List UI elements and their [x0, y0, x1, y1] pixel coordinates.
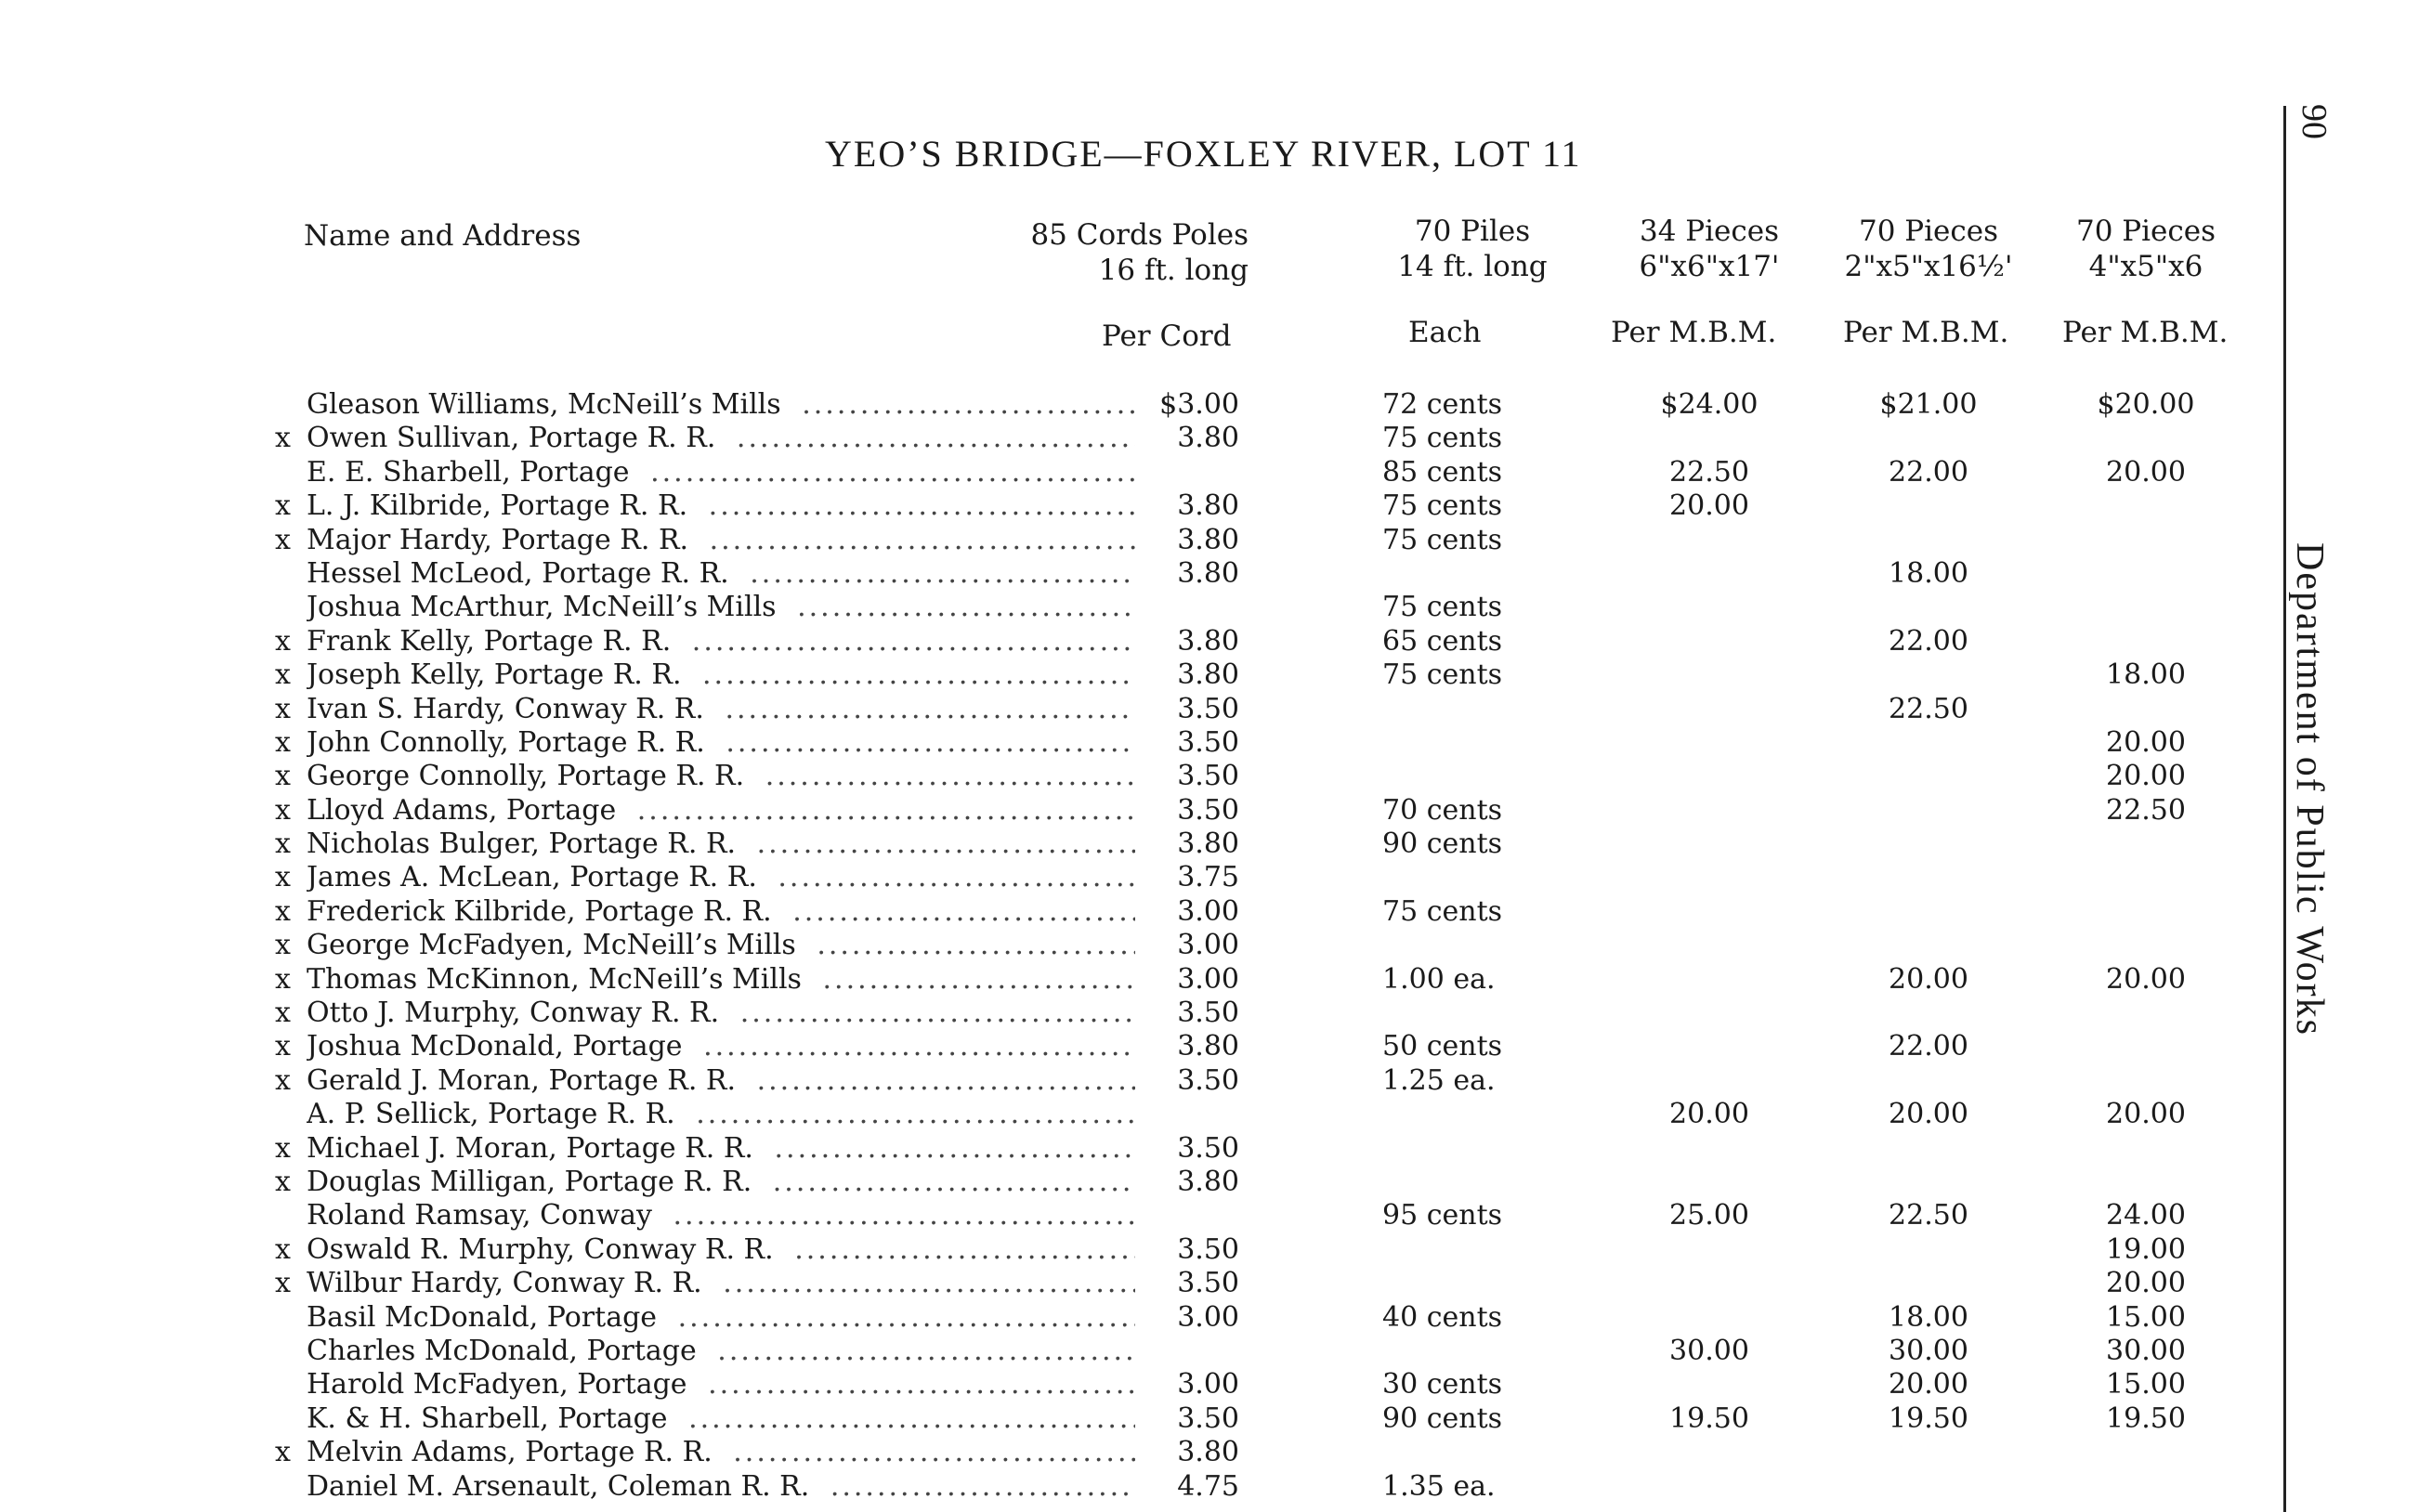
- row-name-text: Joshua McArthur, McNeill’s Mills: [307, 591, 786, 623]
- row-name: [307, 591, 1135, 624]
- row-price-70-pieces-a: 30.00: [1889, 1334, 1968, 1367]
- row-name: [307, 1199, 1135, 1232]
- row-name: [307, 1064, 1135, 1098]
- row-price-70-pieces-b: 18.00: [2106, 658, 2186, 692]
- row-name-text: Lloyd Adams, Portage: [307, 794, 625, 827]
- unit-per-mbm-70b: Per M.B.M.: [2062, 316, 2229, 349]
- column-header-pieces70b-line1: 70 Pieces: [2075, 215, 2216, 248]
- table-row: [0, 794, 2285, 828]
- row-name: [307, 1301, 1135, 1335]
- row-mark: x: [275, 962, 291, 996]
- row-price-70-pieces-b: 20.00: [2106, 1098, 2186, 1131]
- unit-per-mbm-70a: Per M.B.M.: [1843, 316, 2009, 349]
- row-mark: x: [275, 658, 291, 692]
- column-header-cords: [1022, 217, 1249, 288]
- row-name: [307, 794, 1135, 828]
- row-price-70-pieces-b: 19.00: [2106, 1232, 2186, 1266]
- column-header-pieces34: [1607, 214, 1811, 284]
- table-row: [0, 828, 2285, 861]
- column-header-cords-line1: 85 Cords Poles: [1030, 218, 1249, 252]
- row-price-70-pieces-a: 22.50: [1889, 1199, 1968, 1232]
- row-name-text: E. E. Sharbell, Portage: [307, 456, 639, 489]
- row-price-piles: 90 cents: [1382, 828, 1503, 861]
- row-price-per-cord: 3.50: [1177, 1232, 1239, 1266]
- row-mark: x: [275, 997, 291, 1030]
- margin-rule: [2283, 106, 2286, 1512]
- table-row: [0, 1233, 2285, 1267]
- table-row: [0, 997, 2285, 1030]
- table-row: [0, 760, 2285, 793]
- row-name-text: Thomas McKinnon, McNeill’s Mills: [307, 963, 811, 996]
- row-name: [307, 997, 1135, 1030]
- row-price-per-cord: 3.80: [1177, 556, 1239, 590]
- row-price-piles: 75 cents: [1382, 591, 1503, 624]
- row-name-text: Basil McDonald, Portage: [307, 1301, 666, 1334]
- row-name: [307, 963, 1135, 997]
- row-price-per-cord: 3.80: [1177, 658, 1239, 692]
- row-mark: x: [275, 894, 291, 928]
- row-name: [307, 658, 1135, 692]
- column-header-piles: [1358, 214, 1587, 284]
- row-name-text: Harold McFadyen, Portage: [307, 1368, 697, 1401]
- row-name-text: A. P. Sellick, Portage R. R.: [307, 1098, 685, 1130]
- row-price-piles: 30 cents: [1382, 1368, 1503, 1401]
- row-name: [307, 489, 1135, 523]
- row-name-text: Otto J. Murphy, Conway R. R.: [307, 997, 728, 1029]
- row-price-70-pieces-a: 18.00: [1889, 1300, 1968, 1334]
- row-price-70-pieces-b: 20.00: [2106, 962, 2186, 996]
- row-price-per-cord: 3.80: [1177, 489, 1239, 523]
- row-name-text: Joshua McDonald, Portage: [307, 1030, 692, 1062]
- table-row: [0, 1470, 2285, 1504]
- row-name: [307, 456, 1135, 489]
- row-name-text: Ivan S. Hardy, Conway R. R.: [307, 693, 713, 725]
- row-price-per-cord: 3.80: [1177, 1436, 1239, 1469]
- row-price-34-pieces: 20.00: [1669, 489, 1749, 523]
- table-row: [0, 1301, 2285, 1335]
- row-price-per-cord: 3.80: [1177, 1165, 1239, 1198]
- row-mark: x: [275, 1436, 291, 1469]
- row-name-text: Roland Ramsay, Conway: [307, 1199, 661, 1232]
- row-price-piles: 75 cents: [1382, 894, 1503, 928]
- row-name-text: Frederick Kilbride, Portage R. R.: [307, 895, 781, 928]
- page-number: 90: [2295, 104, 2334, 139]
- row-name-text: John Connolly, Portage R. R.: [307, 726, 714, 759]
- column-header-pieces70a-line1: 70 Pieces: [1858, 215, 1999, 248]
- row-price-per-cord: 3.75: [1177, 861, 1239, 894]
- column-header-pieces70b-line2: 4"x5"x6: [2088, 250, 2203, 283]
- table-row: [0, 1368, 2285, 1401]
- row-name: [307, 726, 1135, 760]
- row-price-34-pieces: 19.50: [1669, 1401, 1749, 1435]
- row-mark: x: [275, 624, 291, 658]
- column-header-pieces34-line2: 6"x6"x17': [1639, 250, 1780, 283]
- row-price-70-pieces-a: 22.00: [1889, 624, 1968, 658]
- row-price-70-pieces-a: $21.00: [1879, 388, 1978, 421]
- unit-per-mbm-34: Per M.B.M.: [1611, 316, 1777, 349]
- row-price-per-cord: 3.50: [1177, 1063, 1239, 1097]
- row-price-70-pieces-b: 20.00: [2106, 1267, 2186, 1300]
- column-header-name: Name and Address: [304, 219, 582, 253]
- row-name-text: Owen Sullivan, Portage R. R.: [307, 422, 725, 454]
- row-mark: x: [275, 1165, 291, 1198]
- row-price-70-pieces-a: 20.00: [1889, 1368, 1968, 1401]
- row-name-text: Oswald R. Murphy, Conway R. R.: [307, 1233, 783, 1266]
- row-price-piles: 75 cents: [1382, 489, 1503, 523]
- row-price-piles: 95 cents: [1382, 1199, 1503, 1232]
- table-row: [0, 1166, 2285, 1199]
- row-price-70-pieces-b: 19.50: [2106, 1401, 2186, 1435]
- row-name-text: Charles McDonald, Portage: [307, 1335, 706, 1367]
- table-row: [0, 591, 2285, 624]
- row-price-piles: 85 cents: [1382, 455, 1503, 489]
- row-name: [307, 1166, 1135, 1199]
- row-mark: x: [275, 861, 291, 894]
- row-mark: x: [275, 793, 291, 827]
- row-price-70-pieces-a: 19.50: [1889, 1401, 1968, 1435]
- row-name: [307, 828, 1135, 861]
- row-name-text: Wilbur Hardy, Conway R. R.: [307, 1267, 712, 1299]
- column-header-pieces70a-line2: 2"x5"x16½': [1844, 250, 2013, 283]
- row-name: [307, 557, 1135, 591]
- running-head: Department of Public Works: [2288, 542, 2331, 1036]
- table-row: [0, 929, 2285, 962]
- column-header-pieces70a: [1826, 214, 2031, 284]
- row-price-70-pieces-a: 20.00: [1889, 962, 1968, 996]
- row-mark: x: [275, 760, 291, 793]
- table-row: [0, 861, 2285, 894]
- row-price-piles: 75 cents: [1382, 422, 1503, 455]
- row-price-per-cord: 3.80: [1177, 1030, 1239, 1063]
- row-price-per-cord: 3.00: [1177, 1368, 1239, 1401]
- row-name: [307, 388, 1135, 422]
- row-name-text: Frank Kelly, Portage R. R.: [307, 625, 680, 658]
- row-name: [307, 693, 1135, 726]
- row-price-piles: 72 cents: [1382, 388, 1503, 421]
- row-price-70-pieces-b: 20.00: [2106, 455, 2186, 489]
- row-price-70-pieces-b: 15.00: [2106, 1368, 2186, 1401]
- table-row: [0, 1402, 2285, 1436]
- table-row: [0, 963, 2285, 997]
- row-price-piles: 40 cents: [1382, 1300, 1503, 1334]
- table-row: [0, 1335, 2285, 1368]
- table-row: [0, 1199, 2285, 1232]
- row-name: [307, 524, 1135, 557]
- row-price-piles: 75 cents: [1382, 658, 1503, 692]
- row-price-70-pieces-b: 15.00: [2106, 1300, 2186, 1334]
- row-name-text: K. & H. Sharbell, Portage: [307, 1402, 677, 1435]
- row-price-per-cord: 4.75: [1177, 1469, 1239, 1503]
- row-price-piles: 1.25 ea.: [1382, 1063, 1496, 1097]
- row-name: [307, 1233, 1135, 1267]
- row-name-text: George McFadyen, McNeill’s Mills: [307, 929, 805, 961]
- row-name-text: L. J. Kilbride, Portage R. R.: [307, 489, 697, 522]
- row-name: [307, 895, 1135, 929]
- row-name-text: George Connolly, Portage R. R.: [307, 760, 753, 792]
- row-name: [307, 1030, 1135, 1063]
- row-price-per-cord: 3.50: [1177, 692, 1239, 725]
- page-title: YEO’S BRIDGE—FOXLEY RIVER, LOT 11: [825, 133, 1582, 175]
- row-price-70-pieces-b: 20.00: [2106, 760, 2186, 793]
- row-price-piles: 70 cents: [1382, 793, 1503, 827]
- row-price-70-pieces-b: 20.00: [2106, 725, 2186, 759]
- row-price-piles: 1.35 ea.: [1382, 1469, 1496, 1503]
- row-mark: x: [275, 523, 291, 556]
- column-header-pieces34-line1: 34 Pieces: [1639, 215, 1780, 248]
- row-name: [307, 1368, 1135, 1401]
- row-price-per-cord: 3.50: [1177, 1267, 1239, 1300]
- table-row: [0, 1030, 2285, 1063]
- row-price-70-pieces-b: $20.00: [2097, 388, 2195, 421]
- row-price-70-pieces-a: 20.00: [1889, 1098, 1968, 1131]
- row-name-text: Daniel M. Arsenault, Coleman R. R.: [307, 1470, 818, 1503]
- column-header-pieces70b: [2044, 214, 2248, 284]
- row-price-per-cord: 3.80: [1177, 422, 1239, 455]
- row-name-text: Douglas Milligan, Portage R. R.: [307, 1166, 761, 1198]
- row-name: [307, 1402, 1135, 1436]
- row-mark: x: [275, 1267, 291, 1300]
- row-name: [307, 1132, 1135, 1166]
- row-mark: x: [275, 1131, 291, 1165]
- table-row: [0, 726, 2285, 760]
- row-mark: x: [275, 828, 291, 861]
- row-name: [307, 760, 1135, 793]
- unit-per-cord: Per Cord: [1102, 319, 1232, 353]
- row-name: [307, 1267, 1135, 1300]
- row-mark: x: [275, 489, 291, 523]
- row-name: [307, 1436, 1135, 1469]
- row-price-per-cord: $3.00: [1159, 388, 1239, 421]
- row-price-34-pieces: $24.00: [1660, 388, 1759, 421]
- row-price-70-pieces-a: 22.00: [1889, 455, 1968, 489]
- row-name: [307, 1098, 1135, 1131]
- unit-each: Each: [1408, 316, 1482, 349]
- row-price-per-cord: 3.80: [1177, 828, 1239, 861]
- row-name: [307, 929, 1135, 962]
- table-row: [0, 1098, 2285, 1131]
- row-price-70-pieces-b: 22.50: [2106, 793, 2186, 827]
- row-mark: x: [275, 1063, 291, 1097]
- row-price-per-cord: 3.50: [1177, 997, 1239, 1030]
- row-price-34-pieces: 22.50: [1669, 455, 1749, 489]
- row-price-70-pieces-b: 24.00: [2106, 1199, 2186, 1232]
- table-row: [0, 524, 2285, 557]
- table-row: [0, 388, 2285, 422]
- row-price-per-cord: 3.50: [1177, 793, 1239, 827]
- row-price-piles: 90 cents: [1382, 1401, 1503, 1435]
- row-price-per-cord: 3.50: [1177, 760, 1239, 793]
- row-mark: x: [275, 725, 291, 759]
- column-header-piles-line2: 14 ft. long: [1397, 250, 1548, 283]
- row-name-text: Hessel McLeod, Portage R. R.: [307, 557, 739, 590]
- row-price-per-cord: 3.00: [1177, 929, 1239, 962]
- column-header-piles-line1: 70 Piles: [1414, 215, 1531, 248]
- row-price-70-pieces-a: 18.00: [1889, 556, 1968, 590]
- row-name-text: Major Hardy, Portage R. R.: [307, 524, 698, 556]
- row-price-34-pieces: 30.00: [1669, 1334, 1749, 1367]
- table-row: [0, 422, 2285, 455]
- row-name-text: Gerald J. Moran, Portage R. R.: [307, 1064, 745, 1097]
- row-name-text: Nicholas Bulger, Portage R. R.: [307, 828, 745, 860]
- row-mark: x: [275, 692, 291, 725]
- row-name-text: Melvin Adams, Portage R. R.: [307, 1436, 722, 1468]
- row-name-text: Gleason Williams, McNeill’s Mills: [307, 388, 791, 421]
- row-price-per-cord: 3.50: [1177, 1401, 1239, 1435]
- row-name: [307, 1335, 1135, 1368]
- table-row: [0, 557, 2285, 591]
- row-price-per-cord: 3.80: [1177, 523, 1239, 556]
- row-name: [307, 1470, 1135, 1504]
- table-row: [0, 456, 2285, 489]
- row-mark: x: [275, 422, 291, 455]
- table-row: [0, 895, 2285, 929]
- table-row: [0, 1267, 2285, 1300]
- row-price-70-pieces-a: 22.50: [1889, 692, 1968, 725]
- row-price-per-cord: 3.50: [1177, 1131, 1239, 1165]
- row-price-per-cord: 3.00: [1177, 894, 1239, 928]
- row-name-text: Michael J. Moran, Portage R. R.: [307, 1132, 763, 1165]
- row-price-piles: 75 cents: [1382, 523, 1503, 556]
- row-price-piles: 50 cents: [1382, 1030, 1503, 1063]
- table-row: [0, 658, 2285, 692]
- row-price-piles: 65 cents: [1382, 624, 1503, 658]
- row-name: [307, 861, 1135, 894]
- column-header-cords-line2: 16 ft. long: [1098, 254, 1249, 287]
- row-name: [307, 422, 1135, 455]
- table-row: [0, 693, 2285, 726]
- table-row: [0, 489, 2285, 523]
- row-name-text: Joseph Kelly, Portage R. R.: [307, 658, 690, 691]
- row-price-34-pieces: 20.00: [1669, 1098, 1749, 1131]
- table-row: [0, 1436, 2285, 1469]
- table-row: [0, 1064, 2285, 1098]
- row-price-34-pieces: 25.00: [1669, 1199, 1749, 1232]
- table-row: [0, 625, 2285, 658]
- row-mark: x: [275, 1030, 291, 1063]
- row-price-per-cord: 3.00: [1177, 962, 1239, 996]
- table-row: [0, 1132, 2285, 1166]
- price-table: [0, 388, 2285, 1504]
- row-price-per-cord: 3.50: [1177, 725, 1239, 759]
- row-mark: x: [275, 929, 291, 962]
- row-name-text: James A. McLean, Portage R. R.: [307, 861, 766, 893]
- row-name: [307, 625, 1135, 658]
- row-price-piles: 1.00 ea.: [1382, 962, 1496, 996]
- row-price-per-cord: 3.80: [1177, 624, 1239, 658]
- row-price-per-cord: 3.00: [1177, 1300, 1239, 1334]
- row-price-70-pieces-a: 22.00: [1889, 1030, 1968, 1063]
- row-price-70-pieces-b: 30.00: [2106, 1334, 2186, 1367]
- row-mark: x: [275, 1232, 291, 1266]
